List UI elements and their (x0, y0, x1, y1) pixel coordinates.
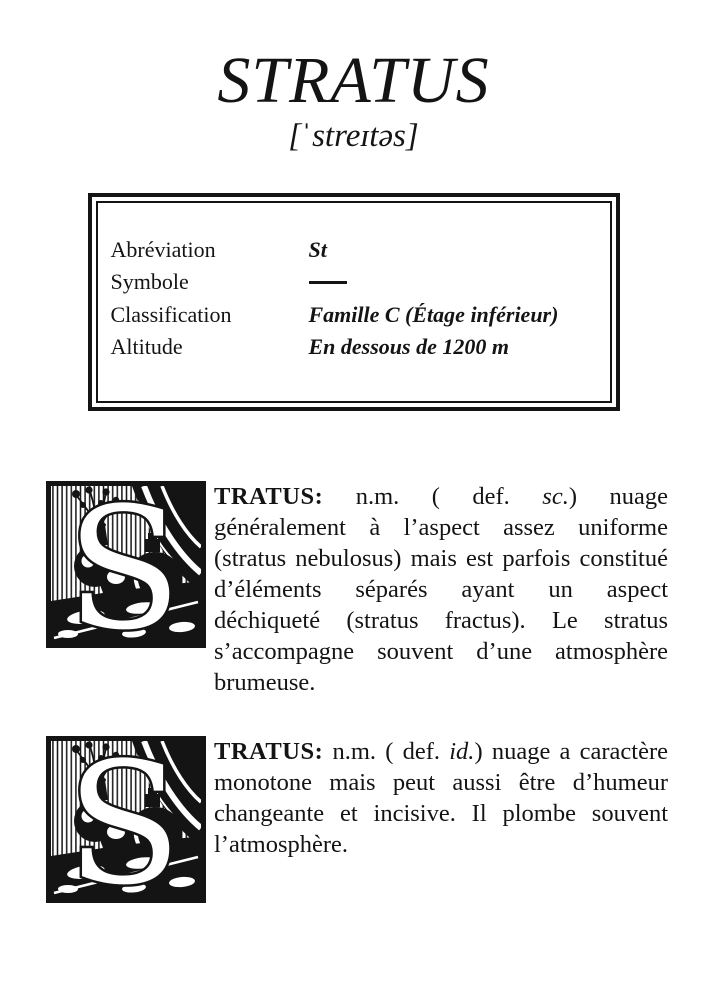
info-row-classification (111, 299, 596, 332)
info-label: Altitude (110, 334, 183, 360)
definition-text (214, 481, 668, 698)
illuminated-s-dropcap-icon (46, 481, 206, 648)
definition-abbr: id. (449, 737, 475, 765)
info-row-abreviation (111, 234, 596, 267)
definitions-section (46, 481, 668, 903)
definition-fragment: ) nuage généralement à l’aspect assez uniforme (stratus nebulosus) mais est parfois constitué d’éléments séparés ayant un aspect déchiqueté (stratus fractus). Le stratus s’accompagne souvent d’une atmosphère brumeuse. (214, 482, 668, 696)
dropcap-letter: S (66, 735, 182, 903)
info-label: Abréviation (110, 236, 216, 262)
info-value: St (308, 236, 327, 262)
page-title: STRATUS (217, 44, 490, 117)
phonetic-transcription: [ˈstreɪtəs] (288, 118, 419, 155)
definition-fragment: ) nuage a caractère monotone mais peut aussi être d’humeur changeante et incisive. Il plombe souvent l’atmosphère. (214, 737, 669, 858)
info-value: En dessous de 1200 m (308, 334, 509, 360)
info-label: Classification (110, 301, 232, 327)
headword: TRATUS: (214, 737, 324, 765)
illuminated-s-dropcap-icon (46, 736, 206, 903)
info-row-altitude (111, 331, 596, 364)
headword: TRATUS: (214, 482, 324, 510)
info-row-symbole (111, 266, 596, 299)
definition-fragment: n.m. ( def. (323, 482, 543, 510)
definition-abbr: sc. (542, 482, 569, 510)
dropcap-letter: S (66, 480, 182, 648)
stratus-symbol-line-icon (309, 281, 347, 284)
definition-entry (46, 736, 668, 903)
info-box-inner (96, 201, 612, 403)
definition-fragment: n.m. ( def. (323, 737, 450, 765)
info-label: Symbole (110, 269, 189, 295)
info-value: Famille C (Étage inférieur) (308, 301, 559, 327)
definition-text (214, 736, 668, 860)
definition-entry (46, 481, 668, 698)
info-box (88, 193, 620, 411)
